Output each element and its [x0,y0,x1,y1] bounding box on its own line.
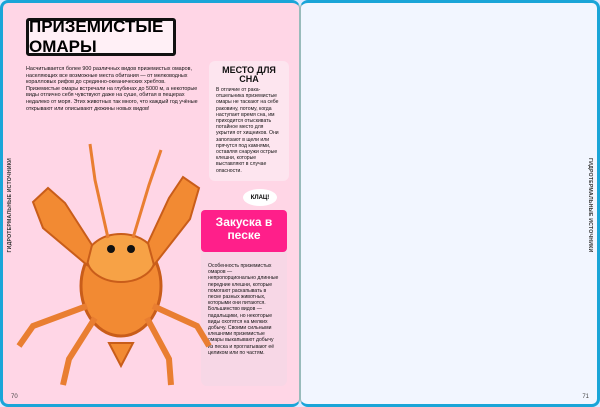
intro-text: Насчитывается более 900 различных видов приземистых омаров, населяющих все возможные места обитания — от мелководных коралловых рифов до срединно-океанических хребтов. Приземистые омары встречали на глубинах до 5000 м, а некоторые виды отлично себя чувствуют даже на суше, обитая в пещерах недалеко от моря. Этих животных так много, что каждый год учёные открывают или описывают дюжины новых видов! [26,66,198,112]
sleep-box [209,61,289,181]
sleep-text: В отличие от рака-отшельника приземистые омары не таскают на себе раковину, потому, когда наступает время сна, им приходится отыскивать потайное место для укрытия от хищников. Они заползают в щели или прячутся под камнями, оставляя снаружи острые клешни, которые выставляют в случае опасности. [216,87,279,174]
right-rail-label: ГИДРОТЕРМАЛЬНЫЕ ИСТОЧНИКИ [587,158,593,253]
left-rail-label: ГИДРОТЕРМАЛЬНЫЕ ИСТОЧНИКИ [7,158,13,253]
page-number-right: 71 [582,394,589,400]
lobster-icon [19,144,209,385]
page-title-left: ПРИЗЕМИСТЫЕ ОМАРЫ [26,18,176,56]
lobster-illustration [13,140,218,402]
page-number-left: 70 [11,394,18,400]
snack-text: Особенность приземистых омаров — непропорционально длинные передние клешни, которые помогают раскапывать в песке разных животных, которыми они питаются. Большинство видов — падальщики, но некоторые виды охотятся на мелких добычу. Своими сильными клешнями приземистые омары выкапывают добычу из песка и проглатывают её целиком или по частям. [208,263,279,356]
snack-title: Закуска в песке [201,210,287,252]
right-page [300,0,600,407]
sleep-title: МЕСТО ДЛЯ СНА [222,65,276,84]
klats-bubble [243,189,277,206]
klats-text: КЛАЦ! [250,194,270,201]
